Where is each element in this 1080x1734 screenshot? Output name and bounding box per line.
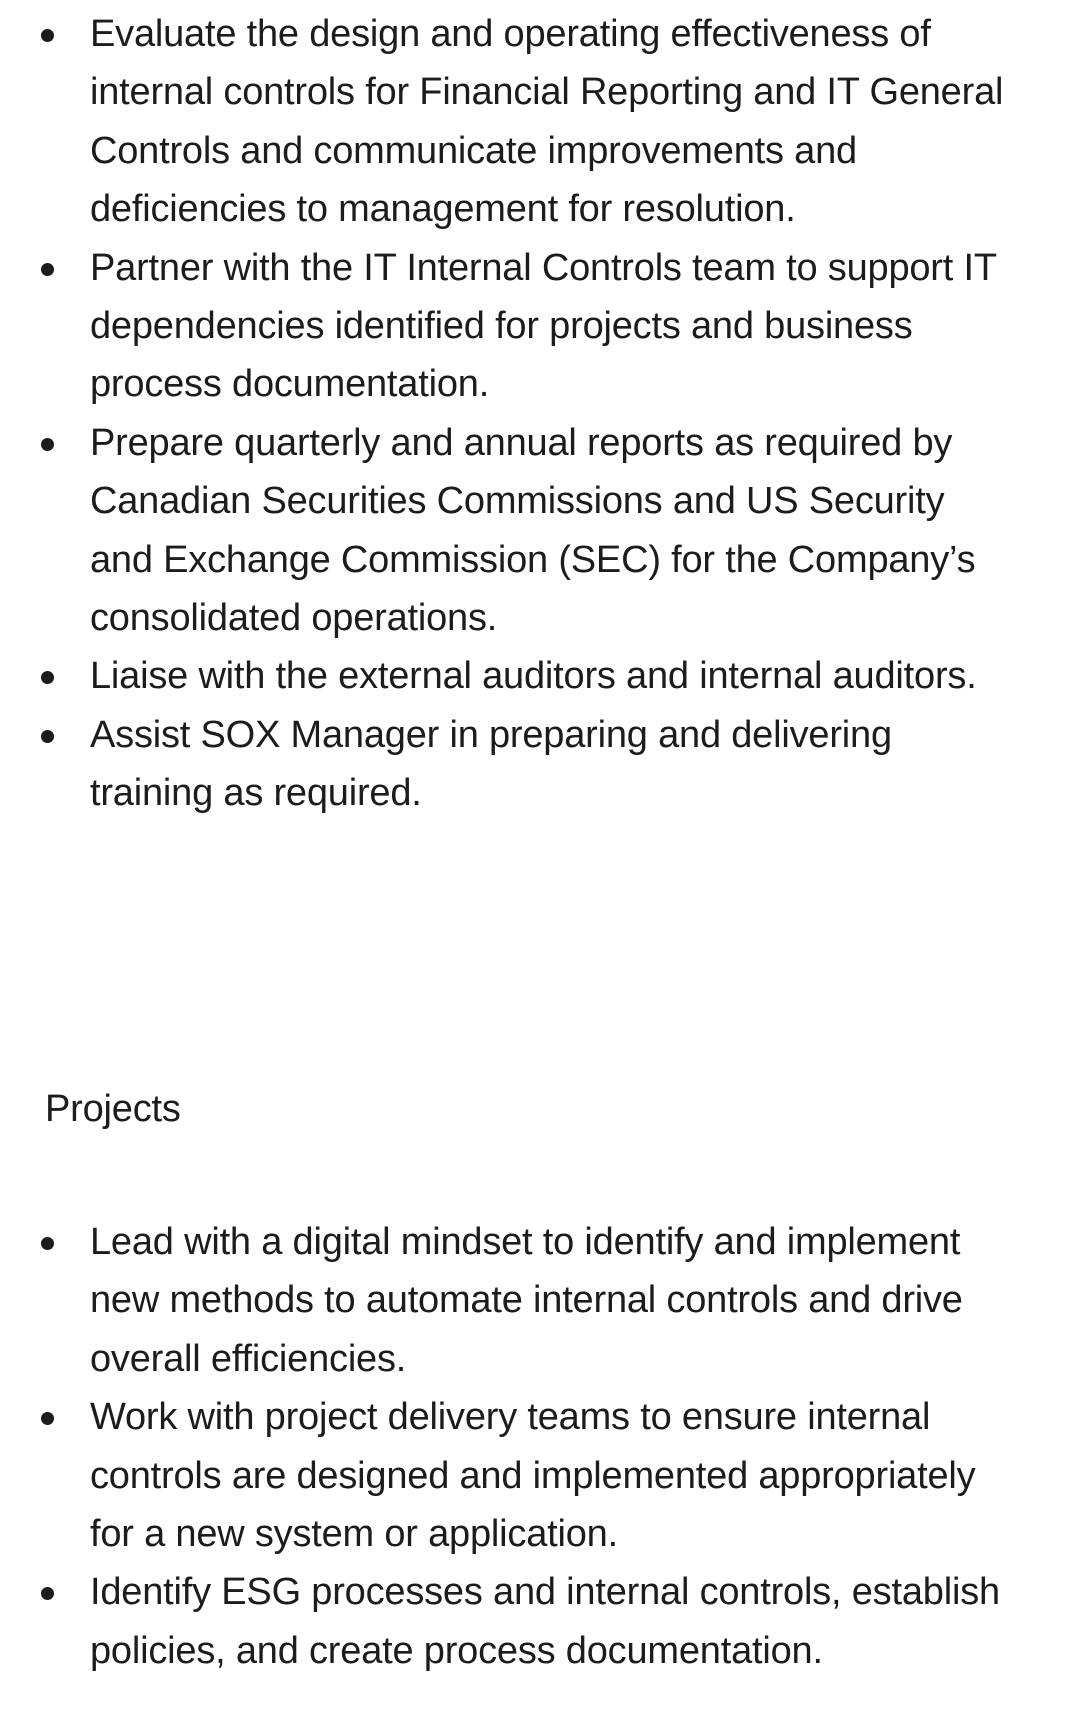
projects-list — [0, 1213, 1080, 1680]
bullet-icon — [41, 438, 54, 451]
bullet-icon — [41, 1412, 54, 1425]
list-item — [0, 647, 1080, 705]
list-item — [0, 1213, 1080, 1388]
section-heading-projects: Projects — [45, 1088, 181, 1130]
responsibilities-list — [0, 5, 1080, 823]
list-item — [0, 239, 1080, 414]
list-item-text: Evaluate the design and operating effectiveness of internal controls for Financial Reporting and IT General Controls and communicate improvements and deficiencies to management for resolution. — [90, 13, 1004, 231]
list-item — [0, 706, 1080, 823]
list-item-text: Work with project delivery teams to ensure internal controls are designed and implemented appropriately for a new system or application. — [90, 1396, 976, 1556]
list-item-text: Partner with the IT Internal Controls team to support IT dependencies identified for projects and business process documentation. — [90, 246, 997, 406]
list-item-text: Liaise with the external auditors and internal auditors. — [90, 655, 977, 698]
list-item — [0, 5, 1080, 239]
list-item — [0, 1388, 1080, 1563]
bullet-icon — [41, 1237, 54, 1250]
bullet-icon — [41, 263, 54, 276]
bullet-icon — [41, 671, 54, 684]
bullet-icon — [41, 1587, 54, 1600]
bullet-icon — [41, 730, 54, 743]
list-item-text: Lead with a digital mindset to identify and implement new methods to automate internal controls and drive overall efficiencies. — [90, 1221, 963, 1380]
list-item-text: Prepare quarterly and annual reports as required by Canadian Securities Commissions and US Security and Exchange Commission (SEC) for the Company’s consolidated operations. — [90, 421, 976, 640]
list-item — [0, 1563, 1080, 1680]
list-item-text: Identify ESG processes and internal controls, establish policies, and create process documentation. — [90, 1571, 1000, 1672]
list-item — [0, 414, 1080, 648]
list-item-text: Assist SOX Manager in preparing and delivering training as required. — [90, 713, 892, 815]
bullet-icon — [41, 29, 54, 42]
